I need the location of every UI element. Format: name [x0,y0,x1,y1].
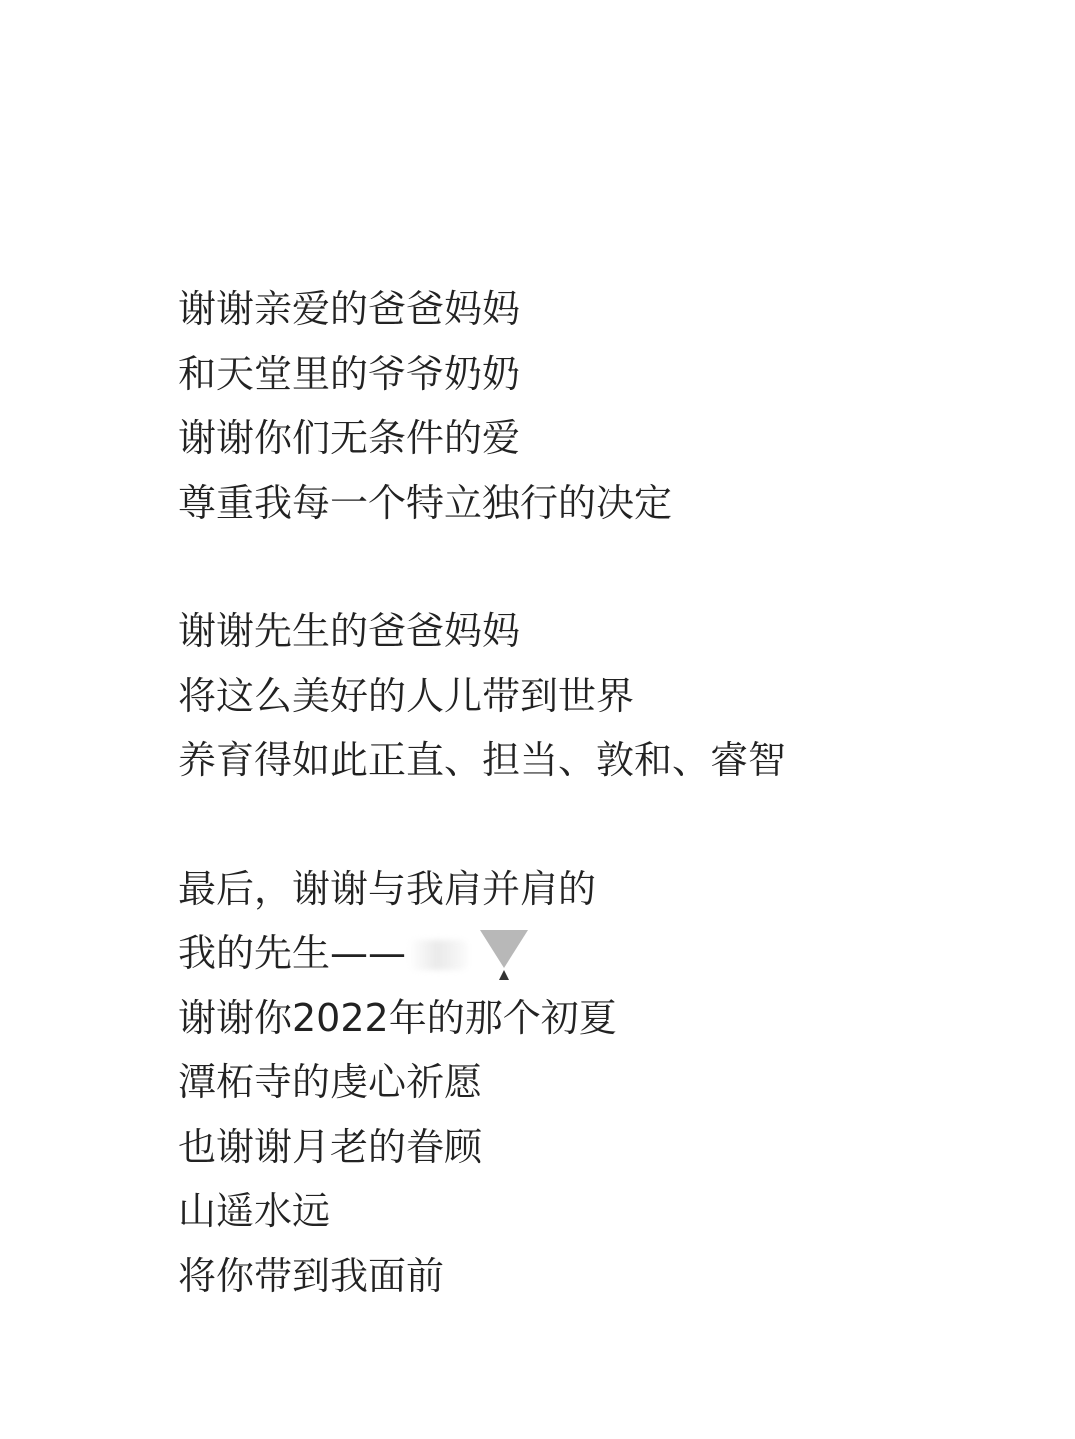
stanza-1 [178,277,1038,535]
poem-line: 山遥水远 [178,1189,331,1233]
poem-line: 谢谢你2022年的那个初夏 [178,995,617,1040]
text-cursor-icon [478,928,530,1004]
poem-line: 将你带到我面前 [178,1253,445,1298]
stanza-gap [178,793,1038,857]
poem-line: 谢谢你们无条件的爱 [178,416,521,460]
poem-line: 谢谢亲爱的爸爸妈妈 [178,287,521,331]
poem-line: 将这么美好的人儿带到世界 [178,673,635,718]
poem-line: 和天堂里的爷爷奶奶 [178,351,521,396]
blur-mask [408,940,468,970]
poem-line-with-redaction [178,921,1038,986]
poem-line: 也谢谢月老的眷顾 [178,1124,483,1169]
stanza-gap [178,535,1038,599]
poem [178,277,1038,1308]
poem-line: 最后，谢谢与我肩并肩的 [178,866,597,911]
poem-line: 谢谢先生的爸爸妈妈 [178,609,521,653]
poem-line-text: 我的先生—— [178,931,407,975]
poem-line: 尊重我每一个特立独行的决定 [178,480,673,525]
redacted-name [408,936,506,976]
poem-line: 潭柘寺的虔心祈愿 [178,1060,483,1104]
stanza-2 [178,599,1038,793]
poem-line: 养育得如此正直、担当、敦和、睿智 [178,738,787,782]
stanza-3 [178,857,1038,1309]
